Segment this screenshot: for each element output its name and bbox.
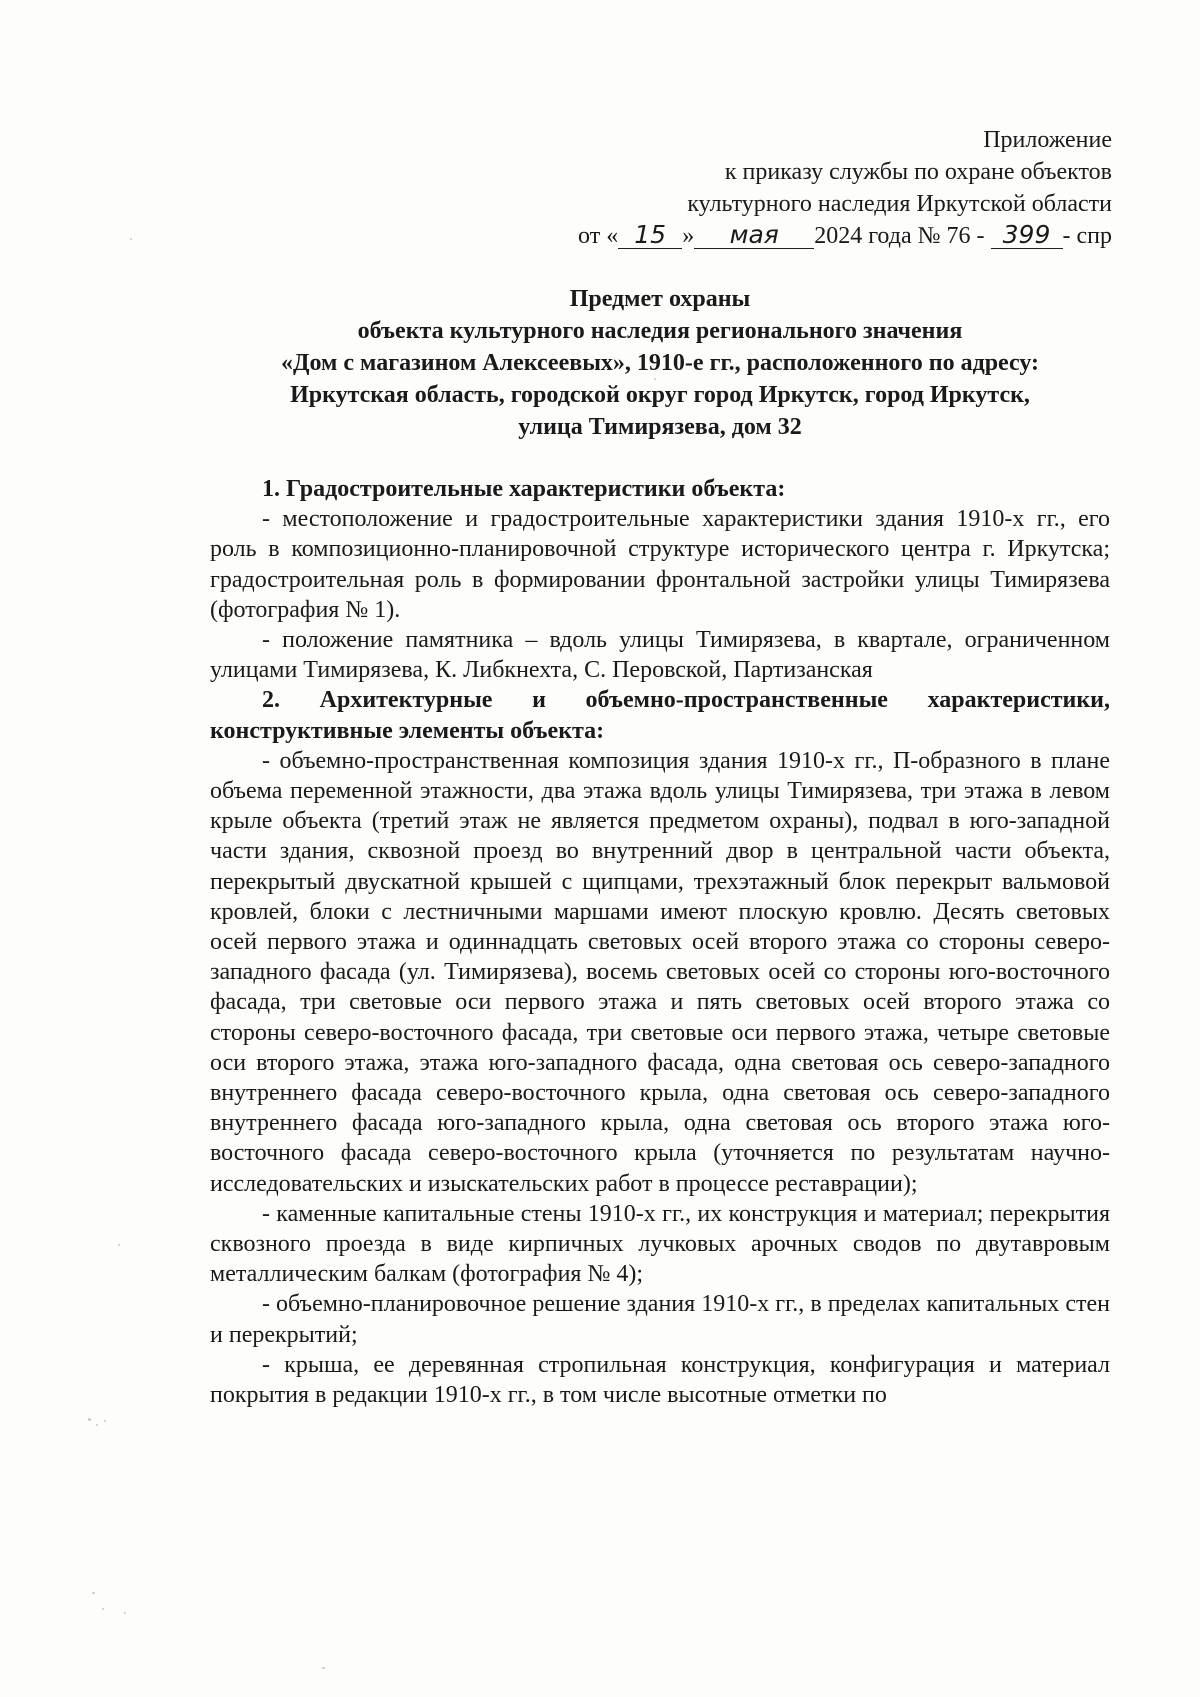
document-title — [200, 283, 1120, 443]
date-prefix: от « — [578, 223, 619, 249]
handwritten-order-number: 399 — [991, 222, 1063, 249]
date-day-suffix: » — [682, 223, 695, 249]
title-line-3: «Дом с магазином Алексеевых», 1910-е гг., расположенного по адресу: — [280, 350, 1040, 376]
scan-speck — [92, 1592, 95, 1594]
scan-speck — [322, 1667, 325, 1669]
appendix-title: Приложение — [983, 127, 1112, 153]
handwritten-day: 15 — [618, 222, 682, 249]
appendix-order-line: к приказу службы по охране объектов — [724, 159, 1112, 185]
scan-speck — [654, 378, 656, 380]
title-line-2: объекта культурного наследия регионального значения — [357, 318, 963, 344]
scan-speck — [104, 1420, 106, 1422]
title-line-4: Иркутская область, городской округ город Иркутск, город Иркутск, — [290, 382, 1030, 408]
scan-speck — [130, 238, 132, 240]
scan-speck — [118, 1244, 120, 1246]
handwritten-month: мая — [694, 222, 814, 249]
scan-speck — [88, 1418, 91, 1421]
scan-speck — [124, 1612, 126, 1614]
title-line-5: улица Тимирязева, дом 32 — [518, 414, 802, 440]
section-1-paragraph: - местоположение и градостроительные характеристики здания 1910-х гг., его роль в композиционно-планировочной структуре исторического центра г. Иркутска; градостроительная роль в формировании фронтальной застройки улицы Тимирязева (фотография № 1). — [210, 506, 1110, 623]
section-2-paragraph: - каменные капитальные стены 1910-х гг., их конструкция и материал; перекрытия сквозного проезда в виде кирпичных лучковых арочных сводов по двутавровым металлическим балкам (фотография № 4); — [210, 1200, 1110, 1288]
scan-speck — [96, 1424, 98, 1426]
order-number-suffix: - спр — [1062, 223, 1112, 249]
title-line-1: Предмет охраны — [569, 286, 751, 312]
section-2-paragraph: - объемно-планировочное решение здания 1910-х гг., в пределах капитальных стен и перекрытий; — [210, 1291, 1110, 1348]
document-body — [210, 474, 1110, 1410]
section-1-heading: 1. Градостроительные характеристики объекта: — [262, 476, 786, 502]
appendix-authority-line: культурного наследия Иркутской области — [687, 191, 1112, 217]
section-1-paragraph: - положение памятника – вдоль улицы Тимирязева, в квартале, ограниченном улицами Тимирязева, К. Либкнехта, С. Перовской, Партизанская — [210, 627, 1110, 684]
section-2-paragraph: - крыша, ее деревянная стропильная конструкция, конфигурация и материал покрытия в редакции 1910-х гг., в том числе высотные отметки по — [210, 1351, 1110, 1409]
appendix-header — [412, 124, 1112, 252]
section-2-paragraph: - объемно-пространственная композиция здания 1910-х гг., П-образного в плане объема переменной этажности, два этажа вдоль улицы Тимирязева, три этажа в левом крыле объекта (третий этаж не является предметом охраны), подвал в юго-западной части здания, сквозной проезд во внутренний двор в центральной части объекта, перекрытый двускатной крышей с щипцами, трехэтажный блок перекрыт вальмовой кровлей, блоки с лестничными маршами имеют плоскую кровлю. Десять световых осей первого этажа и одиннадцать световых осей второго этажа со стороны северо-западного фасада (ул. Тимирязева), восемь световых осей со стороны юго-восточного фасада, три световые оси первого этажа и пять световых осей второго этажа со стороны северо-восточного фасада, три световые оси первого этажа, четыре световые оси второго этажа, этажа юго-западного фасада, одна световая ось северо-западного внутреннего фасада северо-восточного крыла, одна световая ось северо-западного внутреннего фасада юго-западного крыла, одна световая ось второго этажа юго-восточного фасада северо-восточного крыла (уточняется по результатам научно-исследовательских и изыскательских работ в процессе реставрации); — [210, 747, 1110, 1197]
scan-speck — [102, 1608, 104, 1610]
appendix-date-line — [412, 220, 1112, 252]
section-2-heading: 2. Архитектурные и объемно-пространственные характеристики, конструктивные элементы объекта: — [210, 687, 1110, 744]
date-year-text: 2024 года № 76 - — [814, 223, 985, 249]
